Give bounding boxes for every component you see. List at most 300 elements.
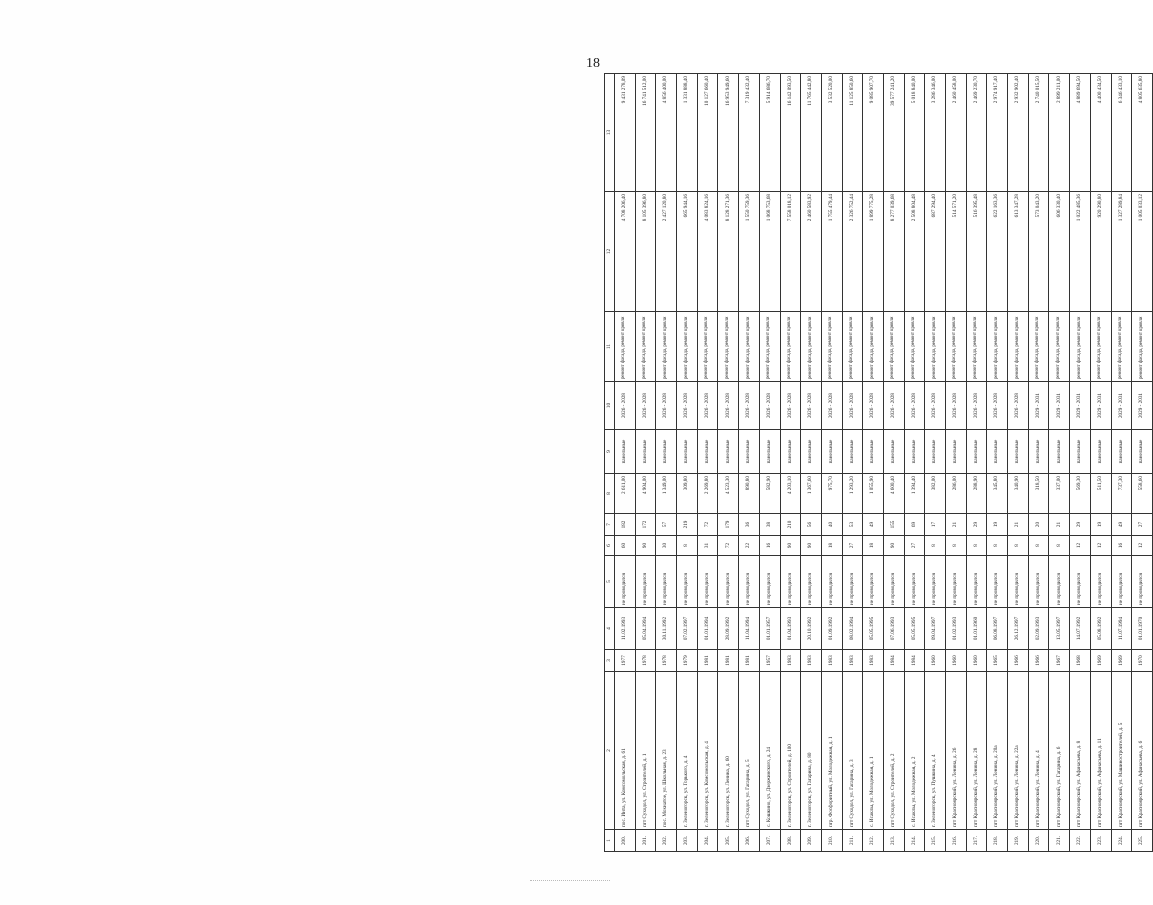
col-work-type: ремонт фасада, ремонт кровли [739, 312, 760, 382]
col-year-built: 1978 [635, 650, 656, 672]
col-num: 217. [966, 830, 987, 852]
col-year-built: 1957 [759, 650, 780, 672]
col-work-type: ремонт фасада, ремонт кровли [780, 312, 801, 382]
col-date: 01.04.1993 [780, 608, 801, 650]
col-year-built: 1981 [718, 650, 739, 672]
col-num: 211. [842, 830, 863, 852]
col-area: 288,90 [966, 474, 987, 514]
col-year-built: 1983 [801, 650, 822, 672]
col-date: 07.02.1997 [677, 608, 698, 650]
col-apartments: 8 [1008, 536, 1029, 556]
col-apartments: 18 [821, 536, 842, 556]
col-area: 2 269,80 [697, 474, 718, 514]
col-cost-2: 9 431 278,09 [615, 74, 636, 192]
col-residents: 19 [987, 514, 1008, 536]
col-cost-2: 2 899 211,00 [1049, 74, 1070, 192]
col-cost-1: 687 294,40 [925, 192, 946, 312]
col-period: 2029 - 2031 [1132, 382, 1153, 430]
col-residents: 72 [697, 514, 718, 536]
col-residents: 21 [946, 514, 967, 536]
col-wall-material: панельные [697, 430, 718, 474]
col-apartments: 12 [1132, 536, 1153, 556]
col-period: 2026 - 2028 [946, 382, 967, 430]
col-apartments: 8 [1028, 536, 1049, 556]
col-address: с. Исаклы, ул. Молодежная, д. 2 [904, 672, 925, 830]
col-cost-2: 1 331 888,40 [677, 74, 698, 192]
col-last-repair: не проводился [739, 556, 760, 608]
col-address: пгт Красноярский, ул. Афанасьева, д. 6 [1132, 672, 1153, 830]
col-work-type: ремонт фасада, ремонт кровли [821, 312, 842, 382]
col-apartments: 30 [656, 536, 677, 556]
col-apartments: 27 [904, 536, 925, 556]
col-cost-2: 4 400 434,50 [1090, 74, 1111, 192]
header-cell-9: 9 [605, 430, 615, 474]
col-work-type: ремонт фасада, ремонт кровли [904, 312, 925, 382]
col-residents: 69 [904, 514, 925, 536]
col-address: пгт Красноярский, ул. Ленина, д. 22а [1008, 672, 1029, 830]
col-num: 213. [883, 830, 904, 852]
col-address: г. Зеленогорск, ул. Комсомольская, д. 4 [697, 672, 718, 830]
col-wall-material: панельные [635, 430, 656, 474]
col-last-repair: не проводился [1111, 556, 1132, 608]
col-cost-1: 613 347,28 [1008, 192, 1029, 312]
header-row [605, 74, 615, 852]
col-cost-2: 9 085 907,70 [863, 74, 884, 192]
table-row [697, 74, 718, 852]
col-last-repair: не проводился [1008, 556, 1029, 608]
col-date: 14.07.1992 [1070, 608, 1091, 650]
col-last-repair: не проводился [842, 556, 863, 608]
col-area: 4 523,30 [718, 474, 739, 514]
table-row [780, 74, 801, 852]
housing-register-table [604, 73, 1153, 852]
col-period: 2026 - 2028 [677, 382, 698, 430]
col-cost-1: 2 326 752,44 [842, 192, 863, 312]
col-cost-1: 2 427 120,80 [656, 192, 677, 312]
header-cell-10: 10 [605, 382, 615, 430]
col-work-type: ремонт фасада, ремонт кровли [883, 312, 904, 382]
col-residents: 49 [863, 514, 884, 536]
col-period: 2026 - 2028 [780, 382, 801, 430]
col-cost-1: 1 899 775,28 [863, 192, 884, 312]
col-year-built: 1983 [780, 650, 801, 672]
col-area: 382,00 [925, 474, 946, 514]
col-cost-2: 16 741 512,00 [635, 74, 656, 192]
col-year-built: 1966 [1028, 650, 1049, 672]
col-last-repair: не проводился [821, 556, 842, 608]
col-date: 07.06.1993 [883, 608, 904, 650]
col-wall-material: панельные [1132, 430, 1153, 474]
col-year-built: 1979 [677, 650, 698, 672]
col-residents: 40 [821, 514, 842, 536]
col-residents: 27 [1132, 514, 1153, 536]
col-address: пгт Красноярский, ул. Ленина, д. 20а [987, 672, 1008, 830]
col-cost-2: 11 765 442,80 [801, 74, 822, 192]
col-year-built: 1983 [821, 650, 842, 672]
col-work-type: ремонт фасада, ремонт кровли [842, 312, 863, 382]
col-residents: 219 [677, 514, 698, 536]
col-year-built: 1981 [739, 650, 760, 672]
col-wall-material: панельные [821, 430, 842, 474]
col-residents: 53 [842, 514, 863, 536]
col-num: 212. [863, 830, 884, 852]
header-cell-11: 11 [605, 312, 615, 382]
col-date: 05.05.1995 [904, 608, 925, 650]
col-cost-2: 11 125 850,60 [842, 74, 863, 192]
col-last-repair: не проводился [1070, 556, 1091, 608]
col-num: 203. [677, 830, 698, 852]
col-period: 2029 - 2031 [1111, 382, 1132, 430]
col-year-built: 1977 [615, 650, 636, 672]
col-wall-material: панельные [1070, 430, 1091, 474]
table-row [801, 74, 822, 852]
col-date: 08.02.1994 [842, 608, 863, 650]
col-num: 215. [925, 830, 946, 852]
col-cost-1: 606 330,40 [1049, 192, 1070, 312]
table-row [656, 74, 677, 852]
col-address: с. Исаклы, ул. Молодежная, д. 1 [863, 672, 884, 830]
col-num: 216. [946, 830, 967, 852]
col-work-type: ремонт фасада, ремонт кровли [697, 312, 718, 382]
col-period: 2029 - 2031 [1049, 382, 1070, 430]
col-residents: 49 [1111, 514, 1132, 536]
col-cost-2: 2 740 015,50 [1028, 74, 1049, 192]
rotated-table-wrapper [604, 74, 1145, 852]
col-address: пгт Суходол, ул. Гагарина, д. 5 [739, 672, 760, 830]
header-cell-2: 2 [605, 672, 615, 830]
col-period: 2026 - 2028 [718, 382, 739, 430]
col-wall-material: панельные [863, 430, 884, 474]
col-wall-material: панельные [842, 430, 863, 474]
col-date: 02.09.1993 [1028, 608, 1049, 650]
col-wall-material: панельные [925, 430, 946, 474]
col-date: 01.01.1957 [759, 608, 780, 650]
col-apartments: 8 [1049, 536, 1070, 556]
col-residents: 57 [656, 514, 677, 536]
col-last-repair: не проводился [1132, 556, 1153, 608]
col-residents: 56 [801, 514, 822, 536]
header-cell-5: 5 [605, 556, 615, 608]
col-last-repair: не проводился [759, 556, 780, 608]
col-wall-material: панельные [946, 430, 967, 474]
col-address: пгт Красноярский, ул. Афанасьева, д. 11 [1090, 672, 1111, 830]
col-date: 09.04.1997 [925, 608, 946, 650]
col-wall-material: панельные [656, 430, 677, 474]
col-apartments: 72 [718, 536, 739, 556]
col-last-repair: не проводился [656, 556, 677, 608]
col-residents: 182 [615, 514, 636, 536]
table-row [966, 74, 987, 852]
col-address: г. Зеленогорск, ул. Строителей, д. 100 [780, 672, 801, 830]
col-cost-1: 7 558 018,12 [780, 192, 801, 312]
col-last-repair: не проводился [615, 556, 636, 608]
col-period: 2029 - 2031 [1090, 382, 1111, 430]
col-num: 207. [759, 830, 780, 852]
col-work-type: ремонт фасада, ремонт кровли [615, 312, 636, 382]
col-year-built: 1981 [697, 650, 718, 672]
col-cost-1: 1 755 479,44 [821, 192, 842, 312]
col-work-type: ремонт фасада, ремонт кровли [987, 312, 1008, 382]
table-row [1028, 74, 1049, 852]
col-area: 286,00 [946, 474, 967, 514]
col-num: 224. [1111, 830, 1132, 852]
col-address: пгт Суходол, ул. Строителей, д. 2 [883, 672, 904, 830]
col-year-built: 1960 [946, 650, 967, 672]
col-address: г. Зеленогорск, ул. Пушкина, д. 4 [925, 672, 946, 830]
col-year-built: 1983 [842, 650, 863, 672]
col-last-repair: не проводился [718, 556, 739, 608]
col-year-built: 1984 [904, 650, 925, 672]
col-year-built: 1966 [1008, 650, 1029, 672]
col-cost-2: 2 932 902,40 [1008, 74, 1029, 192]
col-work-type: ремонт фасада, ремонт кровли [946, 312, 967, 382]
col-num: 201. [635, 830, 656, 852]
col-period: 2026 - 2028 [801, 382, 822, 430]
col-area: 975,70 [821, 474, 842, 514]
col-num: 206. [739, 830, 760, 852]
col-last-repair: не проводился [966, 556, 987, 608]
col-year-built: 1970 [1132, 650, 1153, 672]
col-area: 1 367,60 [801, 474, 822, 514]
col-apartments: 8 [946, 536, 967, 556]
col-period: 2026 - 2028 [656, 382, 677, 430]
col-period: 2026 - 2028 [635, 382, 656, 430]
col-area: 340,90 [1008, 474, 1029, 514]
col-work-type: ремонт фасада, ремонт кровли [635, 312, 656, 382]
col-cost-2: 4 889 694,50 [1070, 74, 1091, 192]
page-number: 18 [586, 56, 600, 71]
col-residents: 29 [966, 514, 987, 536]
col-area: 1 293,20 [842, 474, 863, 514]
col-work-type: ремонт фасада, ремонт кровли [966, 312, 987, 382]
col-period: 2026 - 2028 [739, 382, 760, 430]
col-date: 05.05.1995 [863, 608, 884, 650]
col-address: пгт Суходол, ул. Строителей, д. 1 [635, 672, 656, 830]
col-cost-2: 3 286 346,00 [925, 74, 946, 192]
col-cost-2: 7 319 432,40 [739, 74, 760, 192]
col-period: 2026 - 2028 [842, 382, 863, 430]
col-wall-material: панельные [739, 430, 760, 474]
header-cell-6: 6 [605, 536, 615, 556]
col-area: 309,80 [677, 474, 698, 514]
col-period: 2026 - 2028 [883, 382, 904, 430]
col-date: 05.04.1994 [635, 608, 656, 650]
col-residents: 21 [1008, 514, 1029, 536]
col-cost-1: 1 005 033,12 [1132, 192, 1153, 312]
col-num: 202. [656, 830, 677, 852]
col-apartments: 27 [842, 536, 863, 556]
col-year-built: 1984 [883, 650, 904, 672]
table-row [863, 74, 884, 852]
col-address: пгт Суходол, ул. Гагарина, д. 3 [842, 672, 863, 830]
col-address: пгр. Фосфоритный, ул. Молодежная, д. 1 [821, 672, 842, 830]
col-area: 737,30 [1111, 474, 1132, 514]
col-num: 208. [780, 830, 801, 852]
col-period: 2026 - 2028 [821, 382, 842, 430]
col-cost-2: 5 018 840,00 [904, 74, 925, 192]
header-cell-4: 4 [605, 608, 615, 650]
col-date: 26.12.1997 [1008, 608, 1029, 650]
header-cell-13: 13 [605, 74, 615, 192]
table-row [677, 74, 698, 852]
col-apartments: 90 [801, 536, 822, 556]
col-cost-1: 920 290,80 [1090, 192, 1111, 312]
col-apartments: 8 [677, 536, 698, 556]
col-cost-2: 3 532 520,00 [821, 74, 842, 192]
col-cost-2: 10 127 660,40 [697, 74, 718, 192]
col-address: пос. Инта, ул. Комсомольская, д. 61 [615, 672, 636, 830]
col-cost-1: 516 395,48 [966, 192, 987, 312]
col-period: 2026 - 2028 [863, 382, 884, 430]
col-residents: 17 [925, 514, 946, 536]
col-cost-2: 6 346 433,10 [1111, 74, 1132, 192]
col-apartments: 90 [780, 536, 801, 556]
col-address: г. Зеленогорск, ул. Ленина, д. 60 [718, 672, 739, 830]
col-num: 210. [821, 830, 842, 852]
col-work-type: ремонт фасада, ремонт кровли [1132, 312, 1153, 382]
col-year-built: 1968 [1070, 650, 1091, 672]
col-num: 225. [1132, 830, 1153, 852]
col-num: 219. [1008, 830, 1029, 852]
col-work-type: ремонт фасада, ремонт кровли [1111, 312, 1132, 382]
col-cost-1: 1 022 485,36 [1070, 192, 1091, 312]
col-cost-1: 8 277 039,68 [883, 192, 904, 312]
col-period: 2026 - 2028 [759, 382, 780, 430]
col-address: г. Зеленогорск, ул. Гагарина, д. 80 [801, 672, 822, 830]
header-cell-12: 12 [605, 192, 615, 312]
col-cost-1: 1 327 289,84 [1111, 192, 1132, 312]
table-row [842, 74, 863, 852]
col-apartments: 16 [1111, 536, 1132, 556]
col-wall-material: панельные [883, 430, 904, 474]
col-date: 20.10.1992 [801, 608, 822, 650]
col-work-type: ремонт фасада, ремонт кровли [1049, 312, 1070, 382]
col-cost-2: 2 974 917,40 [987, 74, 1008, 192]
col-area: 890,80 [739, 474, 760, 514]
col-work-type: ремонт фасада, ремонт кровли [677, 312, 698, 382]
col-last-repair: не проводился [1090, 556, 1111, 608]
col-cost-2: 16 142 093,50 [780, 74, 801, 192]
col-cost-2: 2 469 230,70 [966, 74, 987, 192]
col-apartments: 31 [697, 536, 718, 556]
col-apartments: 90 [883, 536, 904, 556]
col-address: пгт Красноярский, ул. Афанасьева, д. 8 [1070, 672, 1091, 830]
col-last-repair: не проводился [904, 556, 925, 608]
col-cost-2: 4 805 635,80 [1132, 74, 1153, 192]
col-area: 345,80 [987, 474, 1008, 514]
col-work-type: ремонт фасада, ремонт кровли [718, 312, 739, 382]
col-num: 220. [1028, 830, 1049, 852]
col-wall-material: панельные [1049, 430, 1070, 474]
col-last-repair: не проводился [863, 556, 884, 608]
col-residents: 172 [635, 514, 656, 536]
col-work-type: ремонт фасада, ремонт кровли [1070, 312, 1091, 382]
col-apartments: 8 [987, 536, 1008, 556]
col-area: 2 611,00 [615, 474, 636, 514]
col-num: 221. [1049, 830, 1070, 852]
col-last-repair: не проводился [780, 556, 801, 608]
col-num: 214. [904, 830, 925, 852]
col-year-built: 1965 [987, 650, 1008, 672]
col-wall-material: панельные [966, 430, 987, 474]
col-last-repair: не проводился [1049, 556, 1070, 608]
col-date: 01.02.1993 [946, 608, 967, 650]
table-row [946, 74, 967, 852]
col-work-type: ремонт фасада, ремонт кровли [863, 312, 884, 382]
col-residents: 36 [739, 514, 760, 536]
col-wall-material: панельные [801, 430, 822, 474]
col-date: 13.05.1997 [1049, 608, 1070, 650]
col-area: 318,50 [1028, 474, 1049, 514]
table-row [615, 74, 636, 852]
col-area: 569,30 [1070, 474, 1091, 514]
col-cost-1: 4 708 206,40 [615, 192, 636, 312]
col-num: 205. [718, 830, 739, 852]
col-apartments: 90 [635, 536, 656, 556]
col-residents: 210 [780, 514, 801, 536]
col-num: 222. [1070, 830, 1091, 852]
col-date: 28.09.1992 [718, 608, 739, 650]
col-area: 4 600,40 [883, 474, 904, 514]
col-address: пгт Красноярский, ул. Ленина, д. 28 [966, 672, 987, 830]
col-residents: 155 [883, 514, 904, 536]
col-cost-2: 4 856 400,00 [656, 74, 677, 192]
table-row [1049, 74, 1070, 852]
col-cost-1: 1 068 753,68 [759, 192, 780, 312]
table-row [1070, 74, 1091, 852]
col-address: г. Зеленогорск, ул. Горького, д. 4 [677, 672, 698, 830]
col-period: 2026 - 2028 [1008, 382, 1029, 430]
col-cost-1: 622 163,36 [987, 192, 1008, 312]
col-residents: 38 [759, 514, 780, 536]
col-address: пгт Красноярский, ул. Ленина, д. 26 [946, 672, 967, 830]
col-cost-1: 665 944,16 [677, 192, 698, 312]
col-apartments: 12 [1090, 536, 1111, 556]
col-wall-material: панельные [780, 430, 801, 474]
col-address: пос. Мохнатое, ул. Школьная, д. 23 [656, 672, 677, 830]
col-last-repair: не проводился [925, 556, 946, 608]
col-last-repair: не проводился [677, 556, 698, 608]
col-num: 200. [615, 830, 636, 852]
col-wall-material: панельные [1111, 430, 1132, 474]
col-last-repair: не проводился [697, 556, 718, 608]
col-wall-material: панельные [904, 430, 925, 474]
col-cost-1: 1 550 759,36 [739, 192, 760, 312]
col-wall-material: панельные [1090, 430, 1111, 474]
col-address: с. Кошкино, ул. Дзержинского, д. 24 [759, 672, 780, 830]
col-cost-2: 2 460 458,00 [946, 74, 967, 192]
col-area: 1 349,00 [656, 474, 677, 514]
col-date: 11.04.1994 [739, 608, 760, 650]
col-wall-material: панельные [987, 430, 1008, 474]
col-year-built: 1978 [656, 650, 677, 672]
col-work-type: ремонт фасада, ремонт кровли [1028, 312, 1049, 382]
col-wall-material: панельные [718, 430, 739, 474]
col-wall-material: панельные [1028, 430, 1049, 474]
col-date: 11.02.1993 [615, 608, 636, 650]
col-date: 05.08.1992 [1090, 608, 1111, 650]
col-address: пгт Красноярский, ул. Гагарина, д. 6 [1049, 672, 1070, 830]
table-row [759, 74, 780, 852]
col-cost-1: 573 043,20 [1028, 192, 1049, 312]
col-date: 01.09.1992 [821, 608, 842, 650]
col-date: 01.01.1970 [1132, 608, 1153, 650]
col-cost-1: 8 105 396,80 [635, 192, 656, 312]
col-date: 01.01.1994 [697, 608, 718, 650]
col-wall-material: панельные [615, 430, 636, 474]
col-cost-2: 16 953 949,60 [718, 74, 739, 192]
col-num: 223. [1090, 830, 1111, 852]
